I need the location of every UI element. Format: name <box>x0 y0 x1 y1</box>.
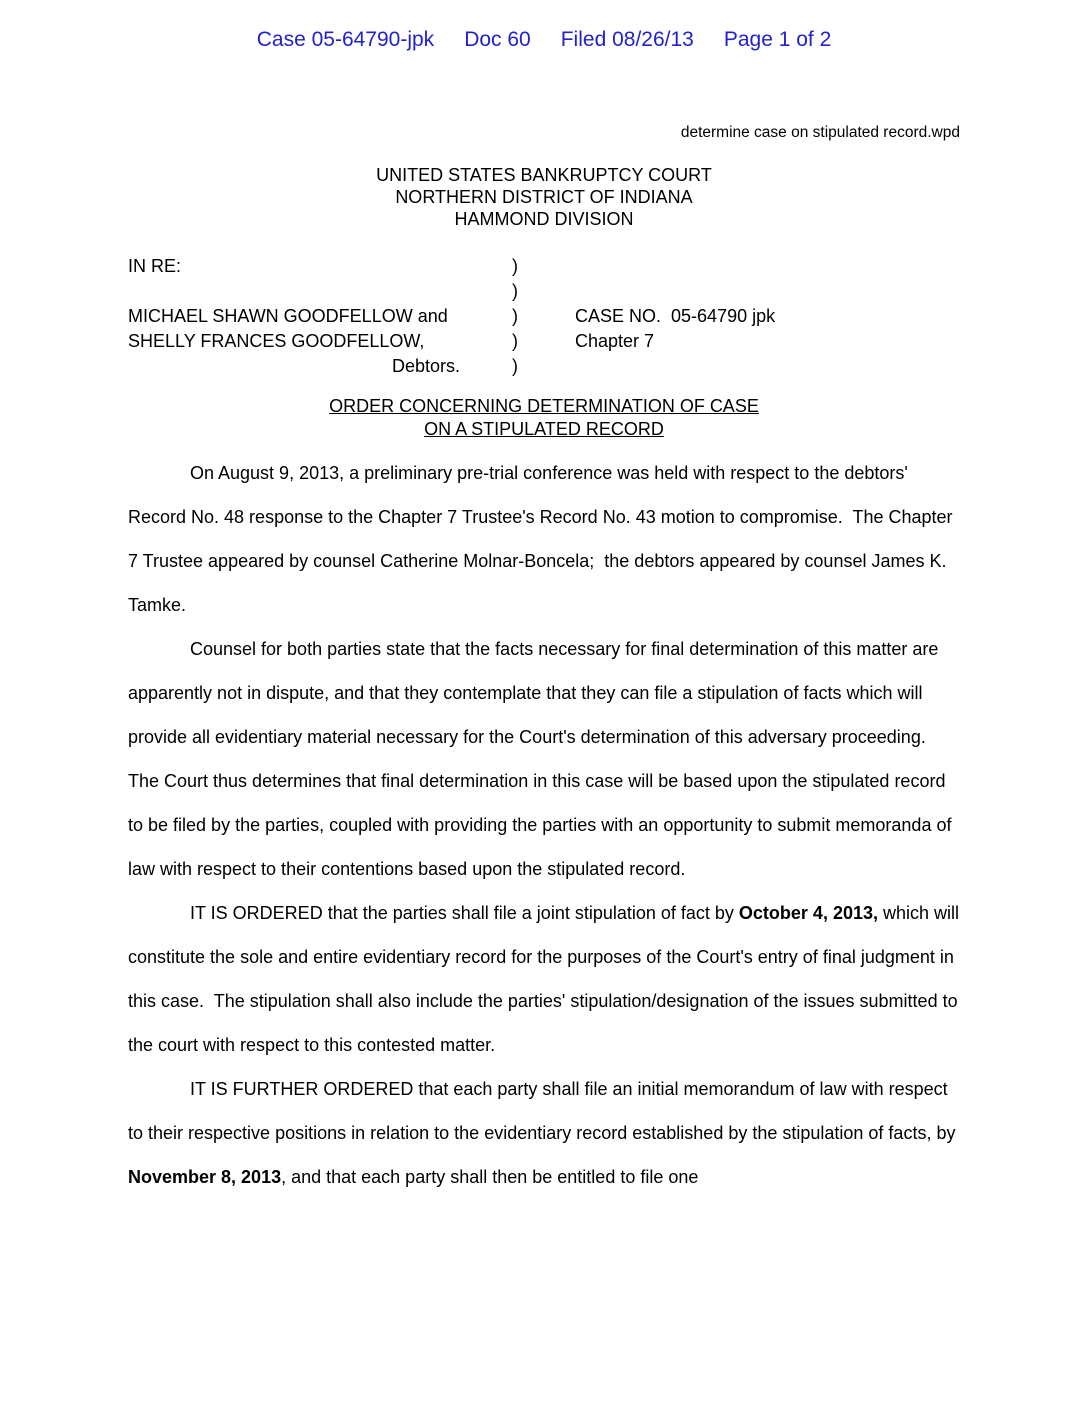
court-division: HAMMOND DIVISION <box>454 209 634 229</box>
case-caption <box>128 254 960 379</box>
caption-right-blank <box>575 354 960 379</box>
caption-paren: ) <box>512 306 518 326</box>
paragraph-text: Counsel for both parties state that the facts necessary for final determination of this matter are apparently not in dispute, and that they contemplate that they can file a stipulation of facts which will provide all evidentiary material necessary for the Court's determination of this adversary proceeding. The Court thus determines that final determination in this case will be based upon the stipulated record to be filed by the parties, coupled with providing the parties with an opportunity to submit memoranda of law with respect to their contentions based upon the stipulated record. <box>128 639 957 879</box>
paragraph-text: On August 9, 2013, a preliminary pre-trial conference was held with respect to the debtors' Record No. 48 response to the Chapter 7 Trustee's Record No. 43 motion to compromise. The Chapter 7 Trustee appeared by counsel Catherine Molnar-Boncela; the debtors appeared by counsel James K. Tamke. <box>128 463 958 615</box>
case-header <box>0 0 1088 52</box>
caption-row <box>128 254 960 279</box>
debtors-label: Debtors. <box>391 356 460 376</box>
page-count: Page 1 of 2 <box>723 28 832 51</box>
order-title-line1: ORDER CONCERNING DETERMINATION OF CASE <box>329 396 759 416</box>
caption-row <box>128 354 960 379</box>
case-number-label: CASE NO. 05-64790 jpk <box>575 306 776 326</box>
chapter-label: Chapter 7 <box>575 331 655 351</box>
caption-row <box>128 279 960 304</box>
caption-paren: ) <box>512 356 518 376</box>
deadline-date: October 4, 2013, <box>738 903 878 923</box>
paragraph-text: IT IS FURTHER ORDERED that each party shall file an initial memorandum of law with respect to their respective positions in relation to the evidentiary record established by the stipulation of facts, by <box>128 1079 961 1143</box>
order-body <box>128 451 965 1199</box>
caption-paren: ) <box>512 281 518 301</box>
caption-row <box>128 304 960 329</box>
body-paragraph <box>128 627 960 891</box>
caption-paren: ) <box>512 331 518 351</box>
caption-right-blank <box>575 279 960 304</box>
body-paragraph <box>128 891 965 1067</box>
case-number: Case 05-64790-jpk <box>256 28 435 51</box>
filed-date: Filed 08/26/13 <box>560 28 694 51</box>
body-paragraph <box>128 451 960 627</box>
doc-number: Doc 60 <box>464 28 531 51</box>
caption-row <box>128 329 960 354</box>
filename-text: determine case on stipulated record.wpd <box>680 124 960 141</box>
paragraph-text: , and that each party shall then be entitled to file one <box>281 1167 699 1187</box>
paragraph-text: which will constitute the sole and entire evidentiary record for the purposes of the Court's entry of final judgment in this case. The stipulation shall also include the parties' stipulation/designation of the issues submitted to the court with respect to this contested matter. <box>128 903 965 1055</box>
caption-right-blank <box>575 254 960 279</box>
body-paragraph <box>128 1067 960 1199</box>
caption-paren: ) <box>512 256 518 276</box>
debtor-name-2: SHELLY FRANCES GOODFELLOW, <box>128 331 425 351</box>
caption-left-blank <box>128 279 512 304</box>
order-title <box>0 395 1088 441</box>
court-district: NORTHERN DISTRICT OF INDIANA <box>395 187 693 207</box>
paragraph-text: IT IS ORDERED that the parties shall file a joint stipulation of fact by <box>190 903 739 923</box>
deadline-date: November 8, 2013 <box>128 1167 282 1187</box>
court-name: UNITED STATES BANKRUPTCY COURT <box>376 165 712 185</box>
court-heading <box>0 164 1088 230</box>
caption-in-re: IN RE: <box>128 256 182 276</box>
filename-note <box>128 124 960 142</box>
order-title-line2: ON A STIPULATED RECORD <box>424 419 664 439</box>
debtor-name-1: MICHAEL SHAWN GOODFELLOW and <box>128 306 448 326</box>
